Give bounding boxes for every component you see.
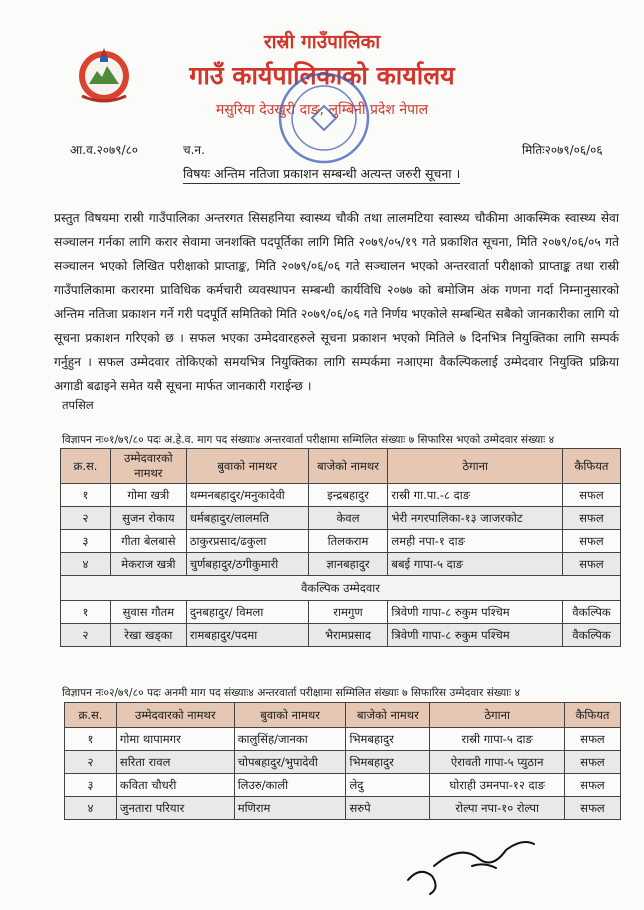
candidate-name-cell: गीता बेलबासे [110, 530, 186, 553]
header-cell: क्र.स. [61, 449, 111, 484]
table-row [65, 728, 621, 751]
father-name-cell: लिउरु/काली [234, 774, 346, 797]
table-row [65, 751, 621, 774]
header-cell: उम्मेदवारको नामथर [116, 703, 234, 728]
notice-date: मितिः२०७९/०६/०६ [522, 143, 603, 157]
candidate-name-cell: गोमा थापामगर [116, 728, 234, 751]
address-cell: रोल्पा नपा-१० रोल्पा [430, 797, 565, 820]
remarks-cell: सफल [565, 797, 621, 820]
remarks-cell: सफल [562, 484, 620, 507]
notice-body: प्रस्तुत विषयमा रास्री गाउँपालिका अन्तरगत सिसहनिया स्वास्थ्य चौकी तथा लालमटिया स्वास्थ्य चौकीमा आकस्मिक स्वास्थ्य सेवा सञ्चालन गर्नका लागि करार सेवामा जनशक्ति पदपूर्तिका लागि मिति २०७९/०५/१९ गते प्रकाशित सूचना, मिति २०७९/०६/०५ गते सञ्चालन भएको लिखित परीक्षाको प्राप्ताङ्क, मिति २०७९/०६/०६ गते सञ्चालन भएको अन्तरवार्ता परीक्षाको प्राप्ताङ्क तथा रास्री गाउँपालिकामा करारमा प्राविधिक कर्मचारी व्यवस्थापन सम्बन्धी कार्यविधि २०७७ को बमोजिम अंक गणना गर्दा निम्नानुसारको अन्तिम नतिजा प्रकाशन गर्ने गरी पदपूर्ति समितिको मिति २०७९/०६/०६ गते निर्णय भएकोले सम्बन्धित सबैको जानकारीका लागि यो सूचना प्रकाशन गरिएको छ । सफल भएका उम्मेदवारहरुले सूचना प्रकाशन भएको मितिले ७ दिनभित्र नियुक्तिका लागि सम्पर्क गर्नुहुन । सफल उम्मेदवार तोकिएको समयभित्र नियुक्तिका लागि सम्पर्कमा नआएमा वैकल्पिकलाई उम्मेदवार नियुक्ति प्रक्रिया अगाडी बढाइने समेत यसै सूचना मार्फत जानकारी गराईन्छ । [54, 211, 619, 393]
header-cell: ठेगाना [430, 703, 565, 728]
address-cell: लमही नपा-१ दाङ [388, 530, 563, 553]
father-name-cell: मणिराम [234, 797, 346, 820]
address-cell: रास्री गा.पा.-८ दाङ [388, 484, 563, 507]
father-name-cell: चोपबहादुर/भुपादेवी [234, 751, 346, 774]
grandfather-name-cell: भिमबहादुर [346, 728, 430, 751]
candidate-name-cell: सुजन रोकाय [110, 507, 186, 530]
grandfather-name-cell: भिमबहादुर [346, 751, 430, 774]
table-row [65, 774, 621, 797]
remarks-cell: सफल [562, 553, 620, 576]
remarks-cell: सफल [562, 530, 620, 553]
header-cell: कैफियत [565, 703, 621, 728]
serial-cell: ३ [61, 530, 111, 553]
grandfather-name-cell: रामगुण [308, 601, 388, 624]
table-row [65, 797, 621, 820]
details-heading: तपसिल [62, 398, 94, 412]
table-header-row [65, 703, 621, 728]
father-name-cell: धर्मबहादुर/लालमति [186, 507, 308, 530]
table-row [61, 530, 621, 553]
official-stamp-icon [276, 70, 372, 166]
serial-cell: १ [65, 728, 117, 751]
serial-cell: २ [65, 751, 117, 774]
notice-subject: विषयः अन्तिम नतिजा प्रकाशन सम्बन्धी अत्यन्त जरुरी सूचना । [183, 165, 460, 184]
address-cell: घोराही उमनपा-१२ दाङ [430, 774, 565, 797]
candidate-name-cell: कविता चौधरी [116, 774, 234, 797]
candidate-name-cell: जुनतारा परियार [116, 797, 234, 820]
remarks-cell: वैकल्पिक [562, 624, 620, 647]
signature-icon [400, 836, 540, 898]
grandfather-name-cell: तिलकराम [308, 530, 388, 553]
address-cell: रास्री गापा-५ दाङ [430, 728, 565, 751]
candidate-name-cell: सरिता रावल [116, 751, 234, 774]
header-cell: बुवाको नामथर [186, 449, 308, 484]
candidate-name-cell: सुवास गौतम [110, 601, 186, 624]
father-name-cell: चुर्णबहादुर/ठगीकुमारी [186, 553, 308, 576]
address-cell: त्रिवेणी गापा-८ रुकुम पश्चिम [388, 624, 563, 647]
serial-cell: ३ [65, 774, 117, 797]
municipality-name: रास्री गाउँपालिका [263, 31, 381, 53]
father-name-cell: ठाकुरप्रसाद/ढकुला [186, 530, 308, 553]
address-cell: भेरी नगरपालिका-१३ जाजरकोट [388, 507, 563, 530]
table-row [61, 601, 621, 624]
grandfather-name-cell: केवल [308, 507, 388, 530]
advertisement-1-info: विज्ञापन नः०१/७९/८० पदः अ.हे.व. माग पद संख्याः४ अन्तरवार्ता परीक्षामा सम्मिलित संख्याः ७ सिफारिस भएको उम्मेदवार संख्याः ४ [62, 434, 555, 446]
address-cell: ऐरावती गापा-५ प्युठान [430, 751, 565, 774]
father-name-cell: कालुसिंह/जानका [234, 728, 346, 751]
reference-number-label: च.न. [183, 143, 205, 157]
candidate-name-cell: गोमा खत्री [110, 484, 186, 507]
grandfather-name-cell: ज्ञानबहादुर [308, 553, 388, 576]
father-name-cell: थम्मनबहादुर/मनुकादेवी [186, 484, 308, 507]
office-title: गाउँ कार्यपालिकाको कार्यालय [189, 61, 455, 90]
fiscal-year: आ.व.२०७९/८० [70, 143, 139, 157]
address-cell: बबई गापा-५ दाङ [388, 553, 563, 576]
grandfather-name-cell: भैरामप्रसाद [308, 624, 388, 647]
remarks-cell: वैकल्पिक [562, 601, 620, 624]
remarks-cell: सफल [565, 774, 621, 797]
address-cell: त्रिवेणी गापा-८ रुकुम पश्चिम [388, 601, 563, 624]
candidate-name-cell: मेकराज खत्री [110, 553, 186, 576]
serial-cell: १ [61, 601, 111, 624]
grandfather-name-cell: सरुपे [346, 797, 430, 820]
table-row [61, 624, 621, 647]
alternate-section-title: वैकल्पिक उम्मेदवार [61, 576, 621, 601]
header-cell: उम्मेदवारको नामथर [110, 449, 186, 484]
alternate-section-row [61, 576, 621, 601]
header-cell: बुवाको नामथर [234, 703, 346, 728]
office-address: मसुरिया देउखुरी दाङ, लुम्बिनी प्रदेश नेपाल [215, 102, 429, 118]
serial-cell: १ [61, 484, 111, 507]
serial-cell: ४ [61, 553, 111, 576]
grandfather-name-cell: लेदु [346, 774, 430, 797]
header-cell: कैफियत [562, 449, 620, 484]
table-row [61, 507, 621, 530]
header-cell: क्र.स. [65, 703, 117, 728]
father-name-cell: दुनबहादुर/ विमला [186, 601, 308, 624]
remarks-cell: सफल [565, 751, 621, 774]
header-cell: बाजेको नामथर [308, 449, 388, 484]
serial-cell: २ [61, 624, 111, 647]
father-name-cell: रामबहादुर/पदमा [186, 624, 308, 647]
table-row [61, 484, 621, 507]
table-header-row [61, 449, 621, 484]
advertisement-2-info: विज्ञापन नः०२/७९/८० पदः अनमी माग पद संख्याः४ अन्तरवार्ता परीक्षामा सम्मिलित संख्याः ७ सिफारिस उम्मेदवार संख्याः ४ [62, 687, 520, 699]
results-table-2 [64, 702, 621, 820]
grandfather-name-cell: इन्द्रबहादुर [308, 484, 388, 507]
serial-cell: २ [61, 507, 111, 530]
table-row [61, 553, 621, 576]
results-table-1 [60, 448, 621, 647]
candidate-name-cell: रेखा खड्का [110, 624, 186, 647]
remarks-cell: सफल [562, 507, 620, 530]
header-cell: ठेगाना [388, 449, 563, 484]
serial-cell: ४ [65, 797, 117, 820]
remarks-cell: सफल [565, 728, 621, 751]
header-cell: बाजेको नामथर [346, 703, 430, 728]
